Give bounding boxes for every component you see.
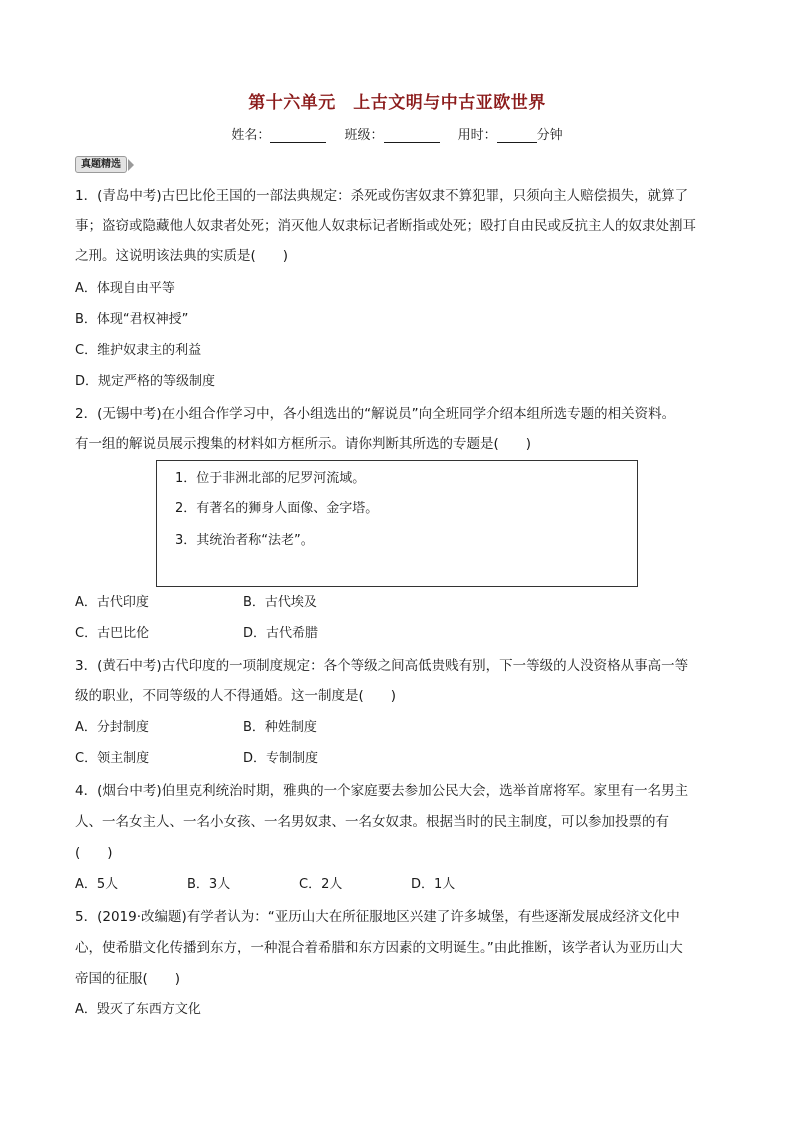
time-label: 用时： — [457, 128, 497, 143]
q4-option-a[interactable]: A．5人 — [75, 877, 119, 892]
tag-arrow-icon — [128, 159, 134, 171]
q1-option-c[interactable]: C．维护奴隶主的利益 — [75, 343, 202, 358]
class-blank[interactable] — [384, 128, 440, 143]
q1-line-1: 1．(青岛中考)古巴比伦王国的一部法典规定：杀死或伤害奴隶不算犯罪，只须向主人赔偿损失，就算了 — [75, 188, 689, 204]
q4-option-b[interactable]: B．3人 — [187, 877, 231, 892]
q1-option-b[interactable]: B．体现“君权神授” — [75, 312, 189, 327]
material-box — [156, 460, 638, 587]
q1-line-3: 之刑。这说明该法典的实质是( ) — [75, 248, 289, 264]
q3-option-a[interactable]: A．分封制度 — [75, 720, 149, 735]
q5-line-1: 5．(2019·改编题)有学者认为：“亚历山大在所征服地区兴建了许多城堡，有些逐渐发展成经济文化中 — [75, 909, 680, 925]
class-label: 班级： — [344, 128, 384, 143]
q2-option-a[interactable]: A．古代印度 — [75, 595, 149, 610]
time-blank[interactable] — [497, 128, 537, 143]
q2-line-2: 有一组的解说员展示搜集的材料如方框所示。请你判断其所选的专题是( ) — [75, 436, 532, 452]
name-label: 姓名： — [231, 128, 271, 143]
q4-line-2: 人、一名女主人、一名小女孩、一名男奴隶、一名女奴隶。根据当时的民主制度，可以参加投票的有 — [75, 814, 669, 830]
section-tag — [75, 156, 134, 173]
section-tag-label: 真题精选 — [75, 156, 127, 173]
q4-line-1: 4．(烟台中考)伯里克利统治时期，雅典的一个家庭要去参加公民大会，选举首席将军。家里有一名男主 — [75, 783, 689, 799]
name-blank[interactable] — [270, 128, 326, 143]
q3-option-d[interactable]: D．专制制度 — [243, 751, 319, 766]
minutes-label: 分钟 — [536, 128, 563, 143]
q5-line-2: 心，使希腊文化传播到东方，一种混合着希腊和东方因素的文明诞生。”由此推断，该学者认为亚历山大 — [75, 940, 683, 956]
page-title: 第十六单元 上古文明与中古亚欧世界 — [248, 93, 546, 113]
q3-line-1: 3．(黄石中考)古代印度的一项制度规定：各个等级之间高低贵贱有别，下一等级的人没资格从事高一等 — [75, 658, 689, 674]
q5-option-a[interactable]: A．毁灭了东西方文化 — [75, 1002, 201, 1017]
student-info-line — [0, 124, 794, 143]
q4-option-d[interactable]: D．1人 — [411, 877, 456, 892]
q2-option-b[interactable]: B．古代埃及 — [243, 595, 317, 610]
q4-option-c[interactable]: C．2人 — [299, 877, 343, 892]
q4-line-3: ( ) — [75, 845, 113, 861]
q3-option-b[interactable]: B．种姓制度 — [243, 720, 317, 735]
q5-line-3: 帝国的征服( ) — [75, 971, 181, 987]
material-item-2: 2．有著名的狮身人面像、金字塔。 — [175, 501, 379, 516]
q3-option-c[interactable]: C．领主制度 — [75, 751, 150, 766]
q2-option-c[interactable]: C．古巴比伦 — [75, 626, 150, 641]
q3-line-2: 级的职业，不同等级的人不得通婚。这一制度是( ) — [75, 688, 397, 704]
q2-line-1: 2．(无锡中考)在小组合作学习中，各小组选出的“解说员”向全班同学介绍本组所选专题的相关资料。 — [75, 406, 676, 422]
material-item-1: 1．位于非洲北部的尼罗河流域。 — [175, 471, 366, 486]
q1-line-2: 事；盗窃或隐藏他人奴隶者处死；消灭他人奴隶标记者断指或处死；殴打自由民或反抗主人的奴隶处割耳 — [75, 218, 696, 234]
q1-option-d[interactable]: D．规定严格的等级制度 — [75, 374, 216, 389]
q1-option-a[interactable]: A．体现自由平等 — [75, 281, 175, 296]
q2-option-d[interactable]: D．古代希腊 — [243, 626, 319, 641]
material-item-3: 3．其统治者称“法老”。 — [175, 533, 314, 548]
